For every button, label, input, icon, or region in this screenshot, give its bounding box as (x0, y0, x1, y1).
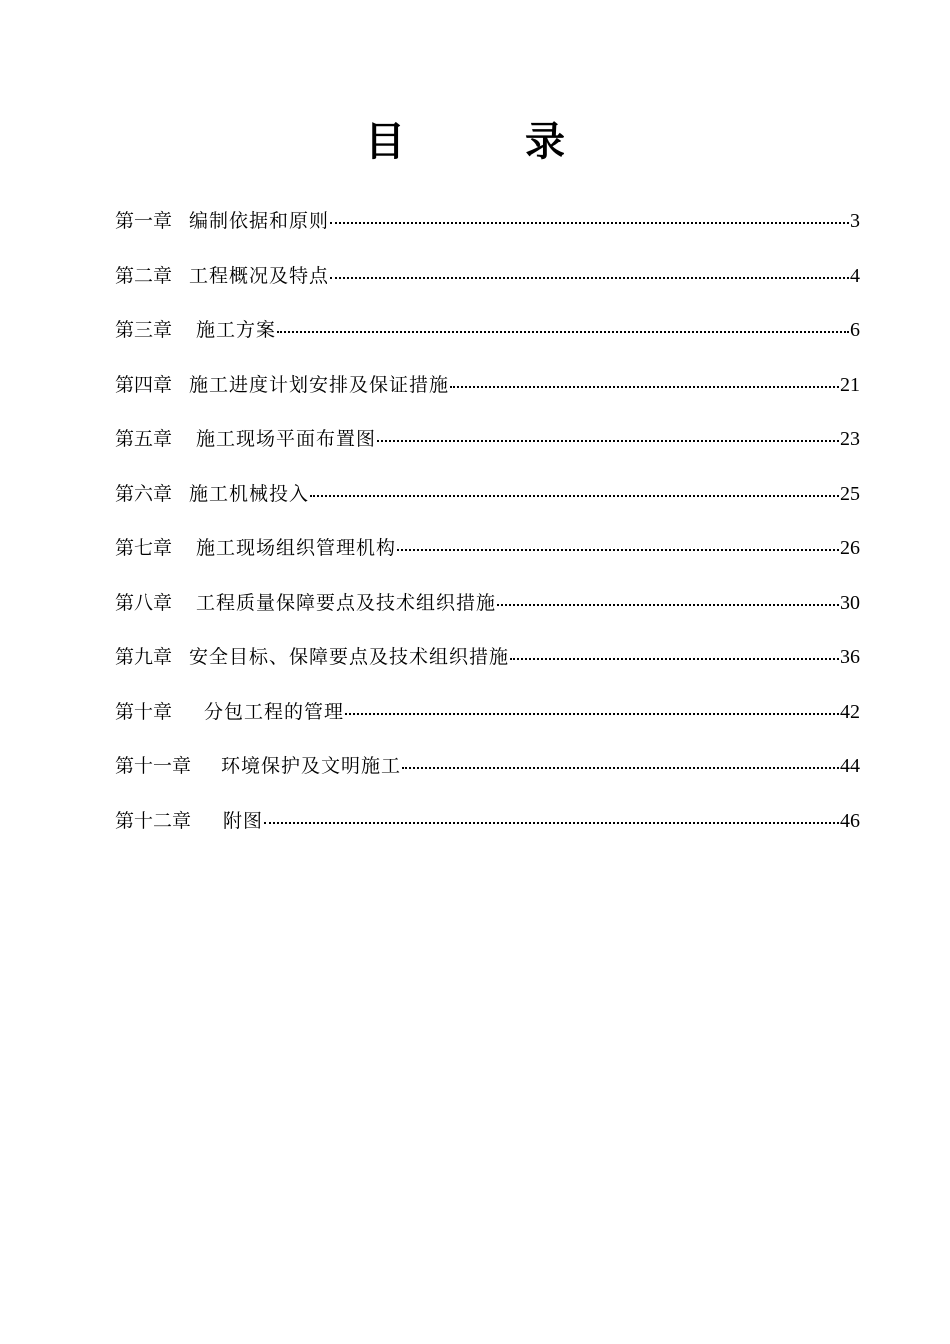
toc-page-number: 44 (840, 755, 860, 777)
toc-heading: 施工现场平面布置图 (196, 428, 377, 450)
toc-entry[interactable] (115, 685, 860, 740)
toc-leader-dots (450, 371, 839, 391)
toc-page-number: 26 (840, 537, 860, 559)
toc-heading: 施工方案 (196, 319, 277, 341)
toc-entry[interactable] (115, 194, 860, 249)
toc-page-number: 36 (840, 646, 860, 668)
toc-heading: 工程质量保障要点及技术组织措施 (196, 591, 497, 614)
toc-chapter-number: 第三章 (115, 319, 173, 341)
toc-entry[interactable] (115, 739, 860, 794)
toc-chapter-number: 第五章 (115, 428, 173, 450)
toc-chapter-number: 第十一章 (115, 755, 192, 777)
toc-heading: 施工机械投入 (189, 482, 310, 505)
toc-leader-dots (264, 807, 839, 827)
toc-heading: 编制依据和原则 (189, 210, 330, 232)
toc-entry[interactable] (115, 630, 860, 685)
toc-leader-dots (345, 698, 839, 718)
toc-heading: 分包工程的管理 (204, 700, 345, 723)
toc-chapter-number: 第十二章 (115, 809, 192, 832)
toc-leader-dots (397, 534, 839, 554)
toc-entry[interactable] (115, 303, 860, 358)
toc-chapter-number: 第四章 (115, 373, 173, 396)
toc-entry[interactable] (115, 412, 860, 467)
toc-entry[interactable] (115, 576, 860, 631)
toc-leader-dots (402, 752, 839, 772)
toc-page-number: 30 (840, 591, 860, 614)
toc-chapter-number: 第一章 (115, 210, 173, 232)
toc-entry[interactable] (115, 521, 860, 576)
toc-page-number: 21 (840, 373, 860, 396)
toc-heading: 工程概况及特点 (189, 264, 330, 287)
toc-leader-dots (377, 425, 839, 445)
toc-heading: 施工现场组织管理机构 (196, 537, 397, 559)
toc-entry[interactable] (115, 794, 860, 849)
toc-page-number: 3 (850, 210, 860, 232)
toc-heading: 施工进度计划安排及保证措施 (189, 373, 450, 396)
toc-page-number: 23 (840, 428, 860, 450)
toc-page-number: 42 (840, 700, 860, 723)
toc-chapter-number: 第十章 (115, 700, 173, 723)
toc-leader-dots (330, 262, 849, 282)
toc-chapter-number: 第二章 (115, 264, 173, 287)
toc-heading: 安全目标、保障要点及技术组织措施 (189, 646, 510, 668)
toc-heading: 环境保护及文明施工 (221, 755, 402, 777)
toc-chapter-number: 第九章 (115, 646, 173, 668)
toc-entry[interactable] (115, 249, 860, 304)
toc-leader-dots (277, 316, 849, 336)
toc-chapter-number: 第八章 (115, 591, 173, 614)
toc-chapter-number: 第七章 (115, 537, 173, 559)
toc-leader-dots (330, 207, 849, 227)
toc-page-number: 25 (840, 482, 860, 505)
toc-chapter-number: 第六章 (115, 482, 173, 505)
toc-entry[interactable] (115, 467, 860, 522)
toc-leader-dots (310, 480, 839, 500)
toc-page-number: 4 (850, 264, 860, 287)
toc-entry[interactable] (115, 358, 860, 413)
toc-page-number: 46 (840, 809, 860, 832)
toc-leader-dots (497, 589, 839, 609)
page-title: 目 录 (365, 118, 605, 165)
toc-page-number: 6 (850, 319, 860, 341)
toc-leader-dots (510, 643, 839, 663)
toc-heading: 附图 (223, 809, 264, 832)
toc-list (115, 194, 860, 848)
